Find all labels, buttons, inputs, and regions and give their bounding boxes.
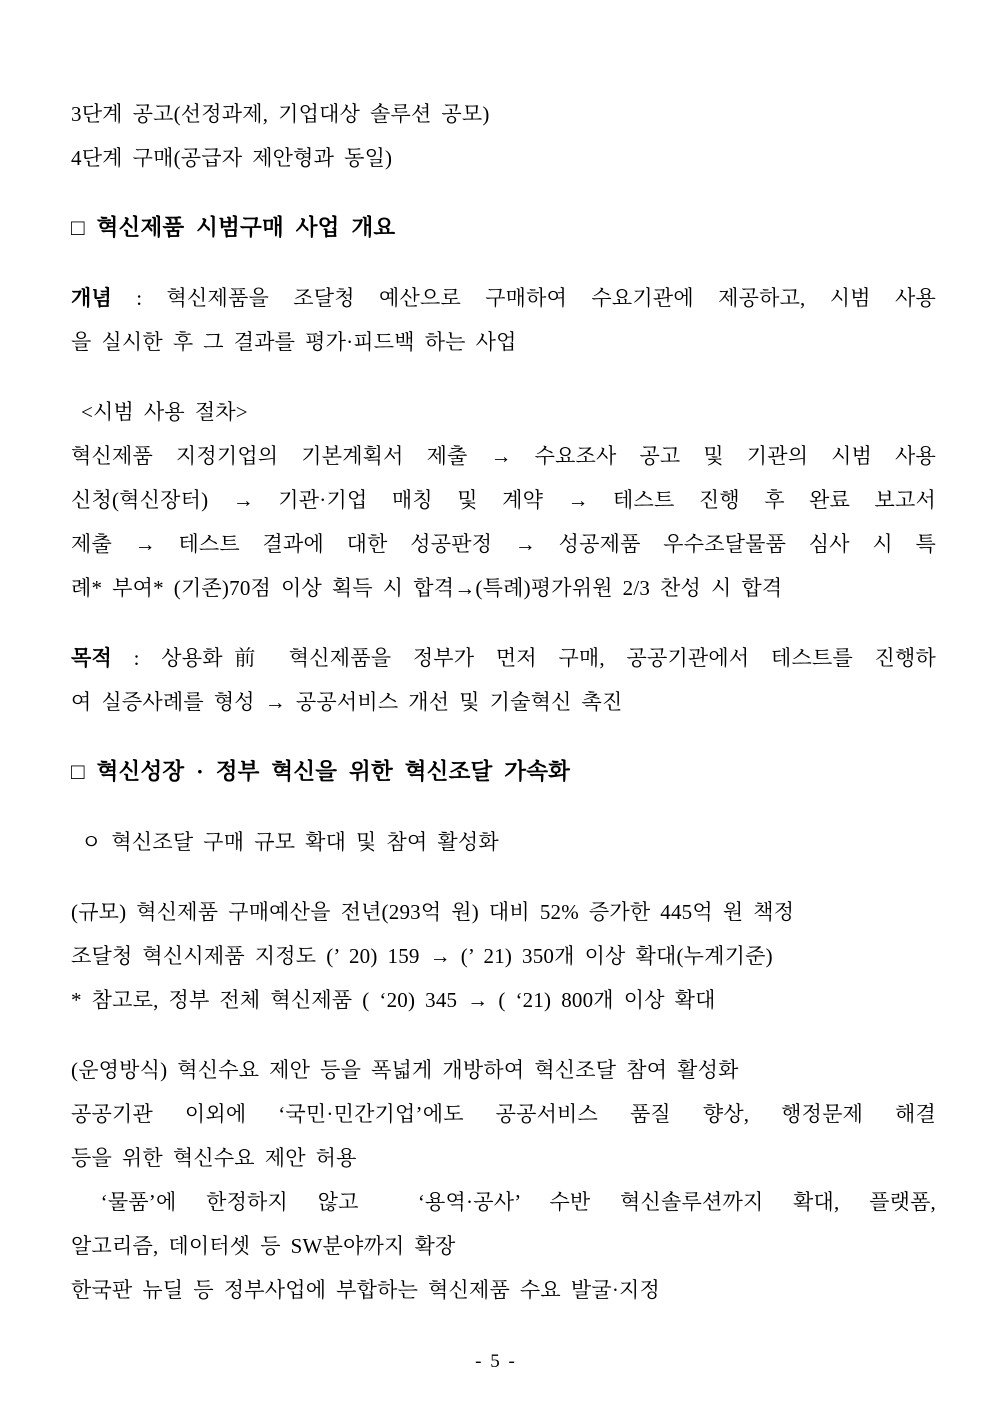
page-number: - 5 - bbox=[475, 1351, 517, 1372]
text-run: (규모) 혁신제품 구매예산을 전년(293억 원) 대비 52% 증가한 445억 원 책정 bbox=[71, 900, 795, 924]
paragraph bbox=[71, 1048, 936, 1312]
text-run: ‘물품’에 한정하지 않고 ‘용역·공사’ 수반 혁신솔루션까지 확대, 플랫폼, bbox=[71, 1190, 936, 1214]
text-run: 한국판 뉴딜 등 정부사업에 부합하는 혁신제품 수요 발굴·지정 bbox=[71, 1278, 660, 1302]
text-run: 여 실증사례를 형성 → 공공서비스 개선 및 기술혁신 촉진 bbox=[71, 690, 623, 714]
text-line bbox=[71, 434, 936, 478]
text-run: 제출 → 테스트 결과에 대한 성공판정 → 성공제품 우수조달물품 심사 시 특 bbox=[71, 532, 936, 556]
text-line bbox=[71, 1048, 936, 1092]
text-line bbox=[71, 276, 936, 320]
text-line bbox=[71, 566, 936, 610]
text-line bbox=[71, 1268, 936, 1312]
text-run: <시범 사용 절차> bbox=[71, 400, 248, 424]
paragraph bbox=[71, 92, 936, 180]
text-run: 신청(혁신장터) → 기관·기업 매칭 및 계약 → 테스트 진행 후 완료 보고서 bbox=[71, 488, 936, 512]
text-line bbox=[71, 1136, 936, 1180]
text-run: 목적 bbox=[71, 646, 112, 670]
text-run: 혁신제품 지정기업의 기본계획서 제출 → 수요조사 공고 및 기관의 시범 사용 bbox=[71, 444, 936, 468]
text-line bbox=[71, 522, 936, 566]
text-run: 4단계 구매(공급자 제안형과 동일) bbox=[71, 146, 393, 170]
section-heading bbox=[71, 750, 936, 794]
text-line bbox=[71, 1180, 936, 1224]
text-run: (운영방식) 혁신수요 제안 등을 폭넓게 개방하여 혁신조달 참여 활성화 bbox=[71, 1058, 739, 1082]
text-run: : 상용화前 혁신제품을 정부가 먼저 구매, 공공기관에서 테스트를 진행하 bbox=[111, 646, 936, 670]
text-line bbox=[71, 1092, 936, 1136]
text-run: 개념 bbox=[71, 286, 112, 310]
text-run: 등을 위한 혁신수요 제안 허용 bbox=[71, 1146, 357, 1170]
text-run: 례* 부여* (기존)70점 이상 획득 시 합격→(특례)평가위원 2/3 찬성 시 합격 bbox=[71, 576, 783, 600]
text-run: 혁신성장 · 정부 혁신을 위한 혁신조달 가속화 bbox=[84, 759, 571, 784]
text-run: ㅇ 혁신조달 구매 규모 확대 및 참여 활성화 bbox=[71, 830, 499, 854]
text-line bbox=[71, 978, 936, 1022]
text-line bbox=[71, 136, 936, 180]
paragraph bbox=[71, 636, 936, 724]
empty-checkbox-icon: □ bbox=[71, 759, 85, 784]
paragraph bbox=[71, 276, 936, 364]
text-line bbox=[71, 206, 936, 250]
text-line bbox=[71, 680, 936, 724]
empty-checkbox-icon: □ bbox=[71, 215, 85, 240]
text-run: 3단계 공고(선정과제, 기업대상 솔루션 공모) bbox=[71, 102, 490, 126]
text-line bbox=[71, 92, 936, 136]
text-run: 을 실시한 후 그 결과를 평가·피드백 하는 사업 bbox=[71, 330, 517, 354]
document-body bbox=[71, 92, 936, 1312]
text-run: 공공기관 이외에 ‘국민·민간기업’에도 공공서비스 품질 향상, 행정문제 해결 bbox=[71, 1102, 936, 1126]
text-line bbox=[71, 934, 936, 978]
paragraph bbox=[71, 820, 936, 864]
text-line bbox=[71, 890, 936, 934]
text-line bbox=[71, 478, 936, 522]
paragraph bbox=[71, 390, 936, 610]
text-line bbox=[71, 636, 936, 680]
text-line bbox=[71, 1224, 936, 1268]
text-run: * 참고로, 정부 전체 혁신제품 ( ‘20) 345 → ( ‘21) 800개 이상 확대 bbox=[71, 988, 716, 1012]
text-run: : 혁신제품을 조달청 예산으로 구매하여 수요기관에 제공하고, 시범 사용 bbox=[111, 286, 936, 310]
text-run: 조달청 혁신시제품 지정도 (’ 20) 159 → (’ 21) 350개 이상 확대(누계기준) bbox=[71, 944, 773, 968]
section-heading bbox=[71, 206, 936, 250]
text-line bbox=[71, 390, 936, 434]
text-line bbox=[71, 320, 936, 364]
text-line bbox=[71, 750, 936, 794]
text-run: 알고리즘, 데이터셋 등 SW분야까지 확장 bbox=[71, 1234, 456, 1258]
text-line bbox=[71, 820, 936, 864]
paragraph bbox=[71, 890, 936, 1022]
text-run: 혁신제품 시범구매 사업 개요 bbox=[84, 215, 396, 240]
